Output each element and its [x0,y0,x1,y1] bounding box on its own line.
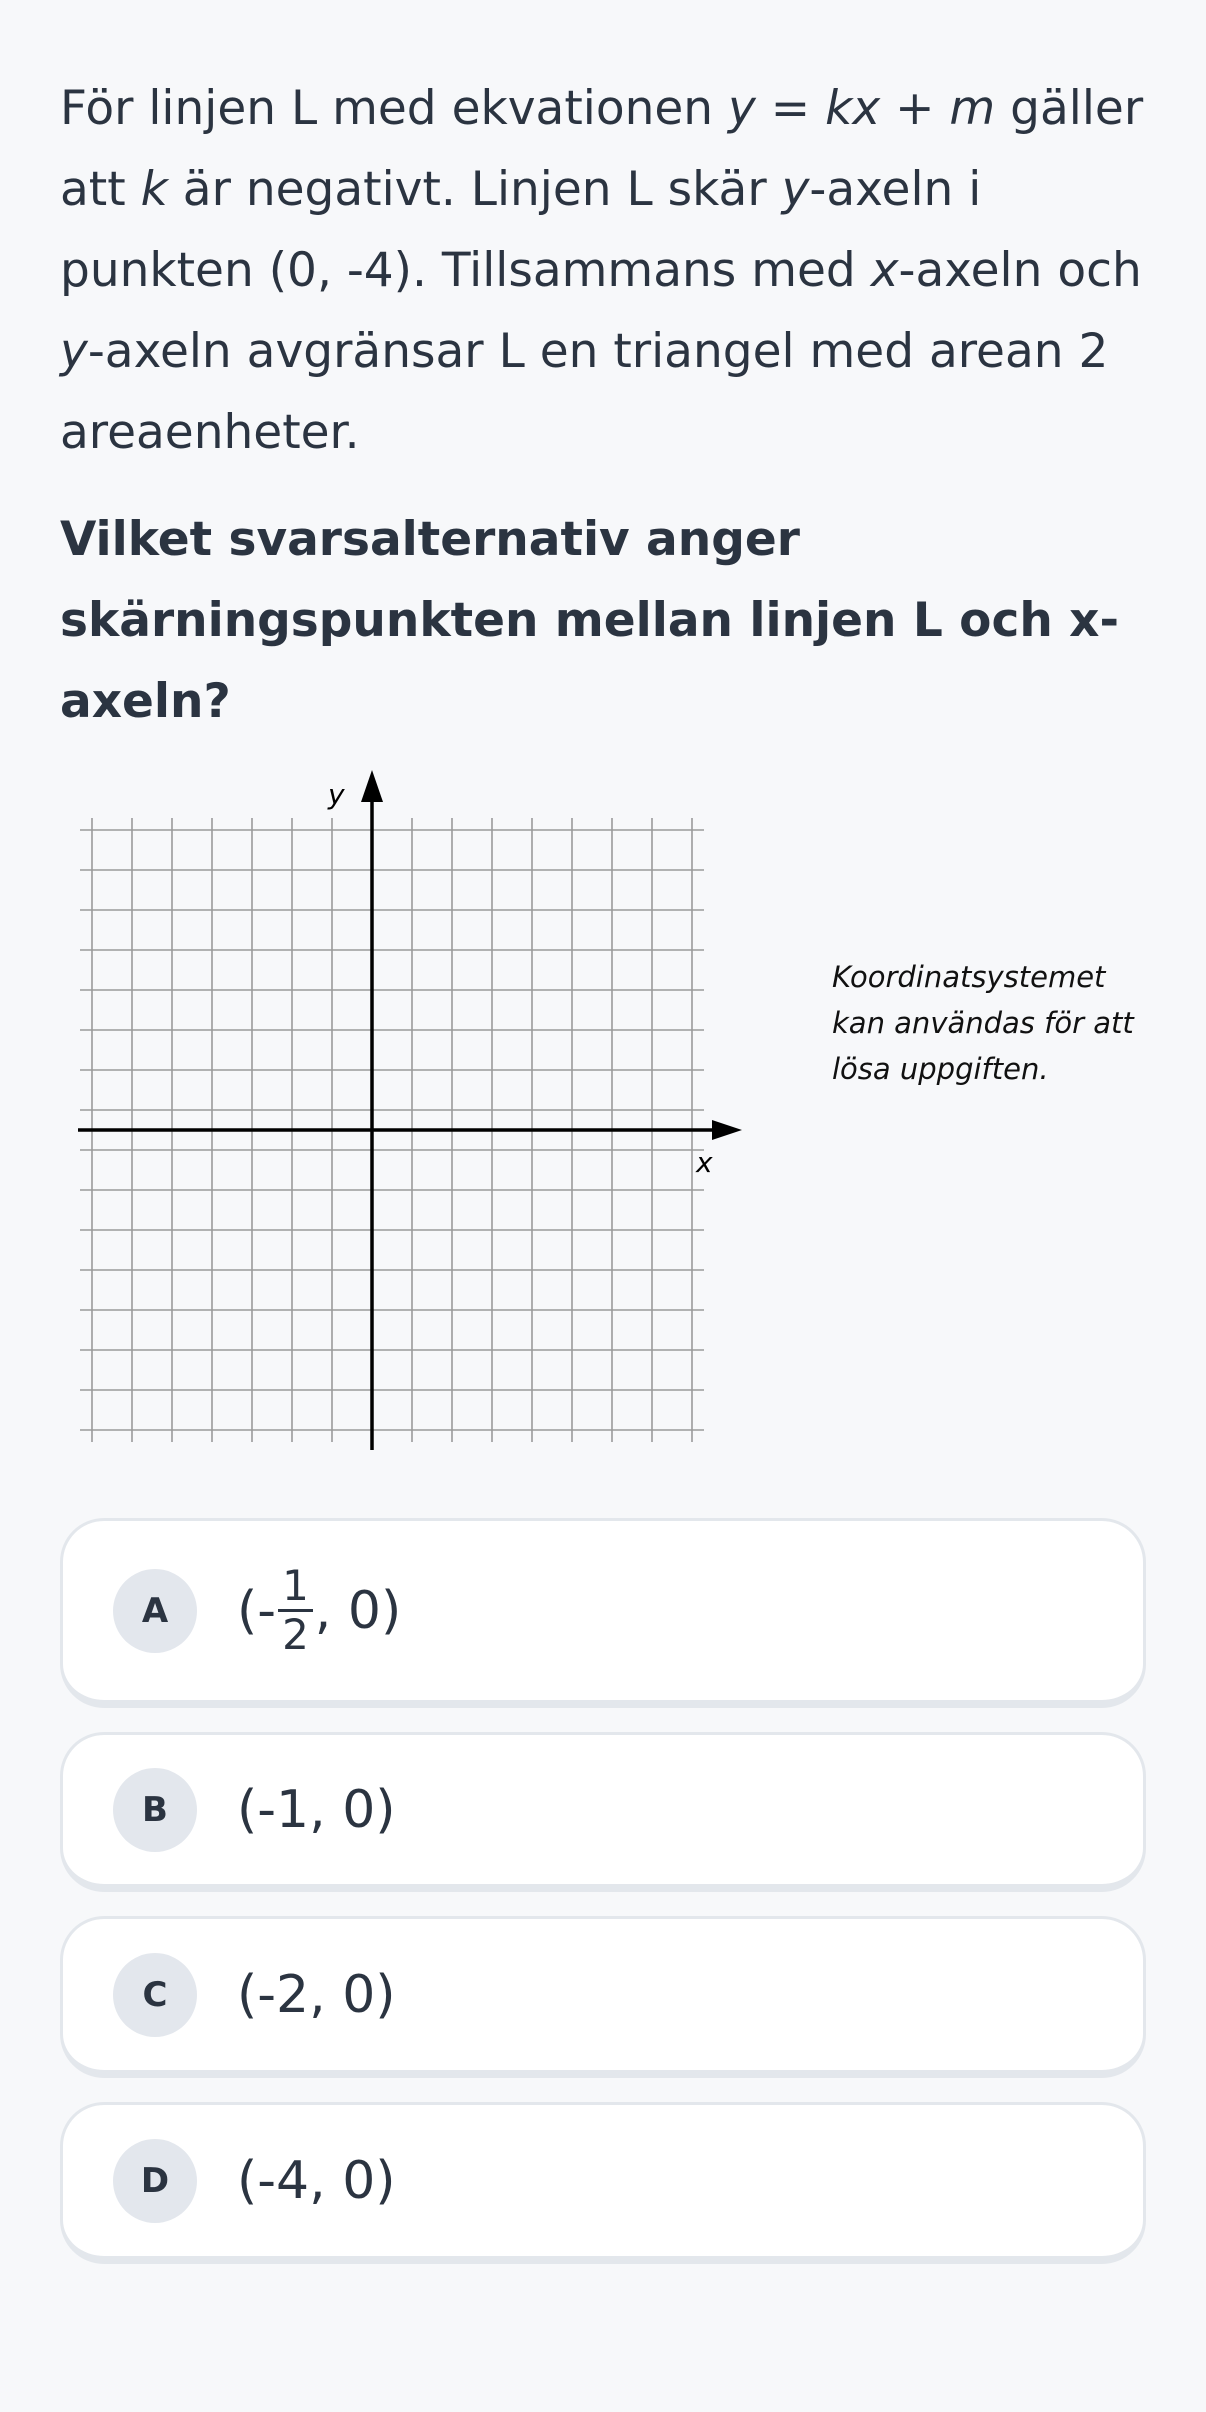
question-panel [60,0,1146,1179]
y-axis-arrow [361,770,383,802]
figure-note: Koordinatsystemet kan användas för att lösa uppgiften. [832,960,1134,1086]
option-a[interactable] [60,1518,1146,1708]
question-var: m [949,81,996,136]
y-axis-label: y [328,778,345,811]
fraction-numerator: 1 [278,1563,313,1612]
fraction [278,1563,313,1658]
question-part: är negativt. Linjen L skär [167,162,782,217]
option-letter: B [113,1768,197,1852]
question-part: + [880,81,950,136]
question-part: För linjen L med ekvationen [60,81,729,136]
option-letter: C [113,1953,197,2037]
option-d[interactable] [60,2102,1146,2264]
answer-options [60,1518,1146,2288]
answer-prefix: (- [237,1580,277,1641]
option-b[interactable] [60,1732,1146,1892]
option-answer: (-4, 0) [237,2150,396,2211]
question-var: y [728,81,756,136]
option-answer [237,1563,401,1658]
option-c[interactable] [60,1916,1146,2078]
coordinate-figure [60,770,1146,1450]
question-var: kx [825,81,881,136]
question-var: x [870,243,899,298]
question-part: -axeln och [898,243,1142,298]
option-letter: A [113,1569,197,1653]
question-part: -axeln avgränsar L en triangel med arean 2 areaenheter. [60,324,1109,460]
question-part: gäller att [60,81,1144,217]
fraction-denominator: 2 [282,1610,309,1659]
x-axis-arrow [712,1120,742,1140]
option-answer: (-2, 0) [237,1964,396,2025]
x-axis-label: x [696,1146,713,1179]
option-letter: D [113,2139,197,2223]
coordinate-grid [60,770,760,1450]
question-part: = [755,81,826,136]
question-var: y [781,162,810,217]
question-prompt: Vilket svarsalternativ anger skärningspunkten mellan linjen L och x-axeln? [60,512,1119,729]
question-var: y [60,324,88,379]
question-part: -axeln i punkten (0, -4). Tillsammans med [60,162,982,298]
answer-suffix: , 0) [314,1580,402,1641]
option-answer: (-1, 0) [237,1779,396,1840]
question-text [60,68,1146,473]
question-var: k [140,162,168,217]
